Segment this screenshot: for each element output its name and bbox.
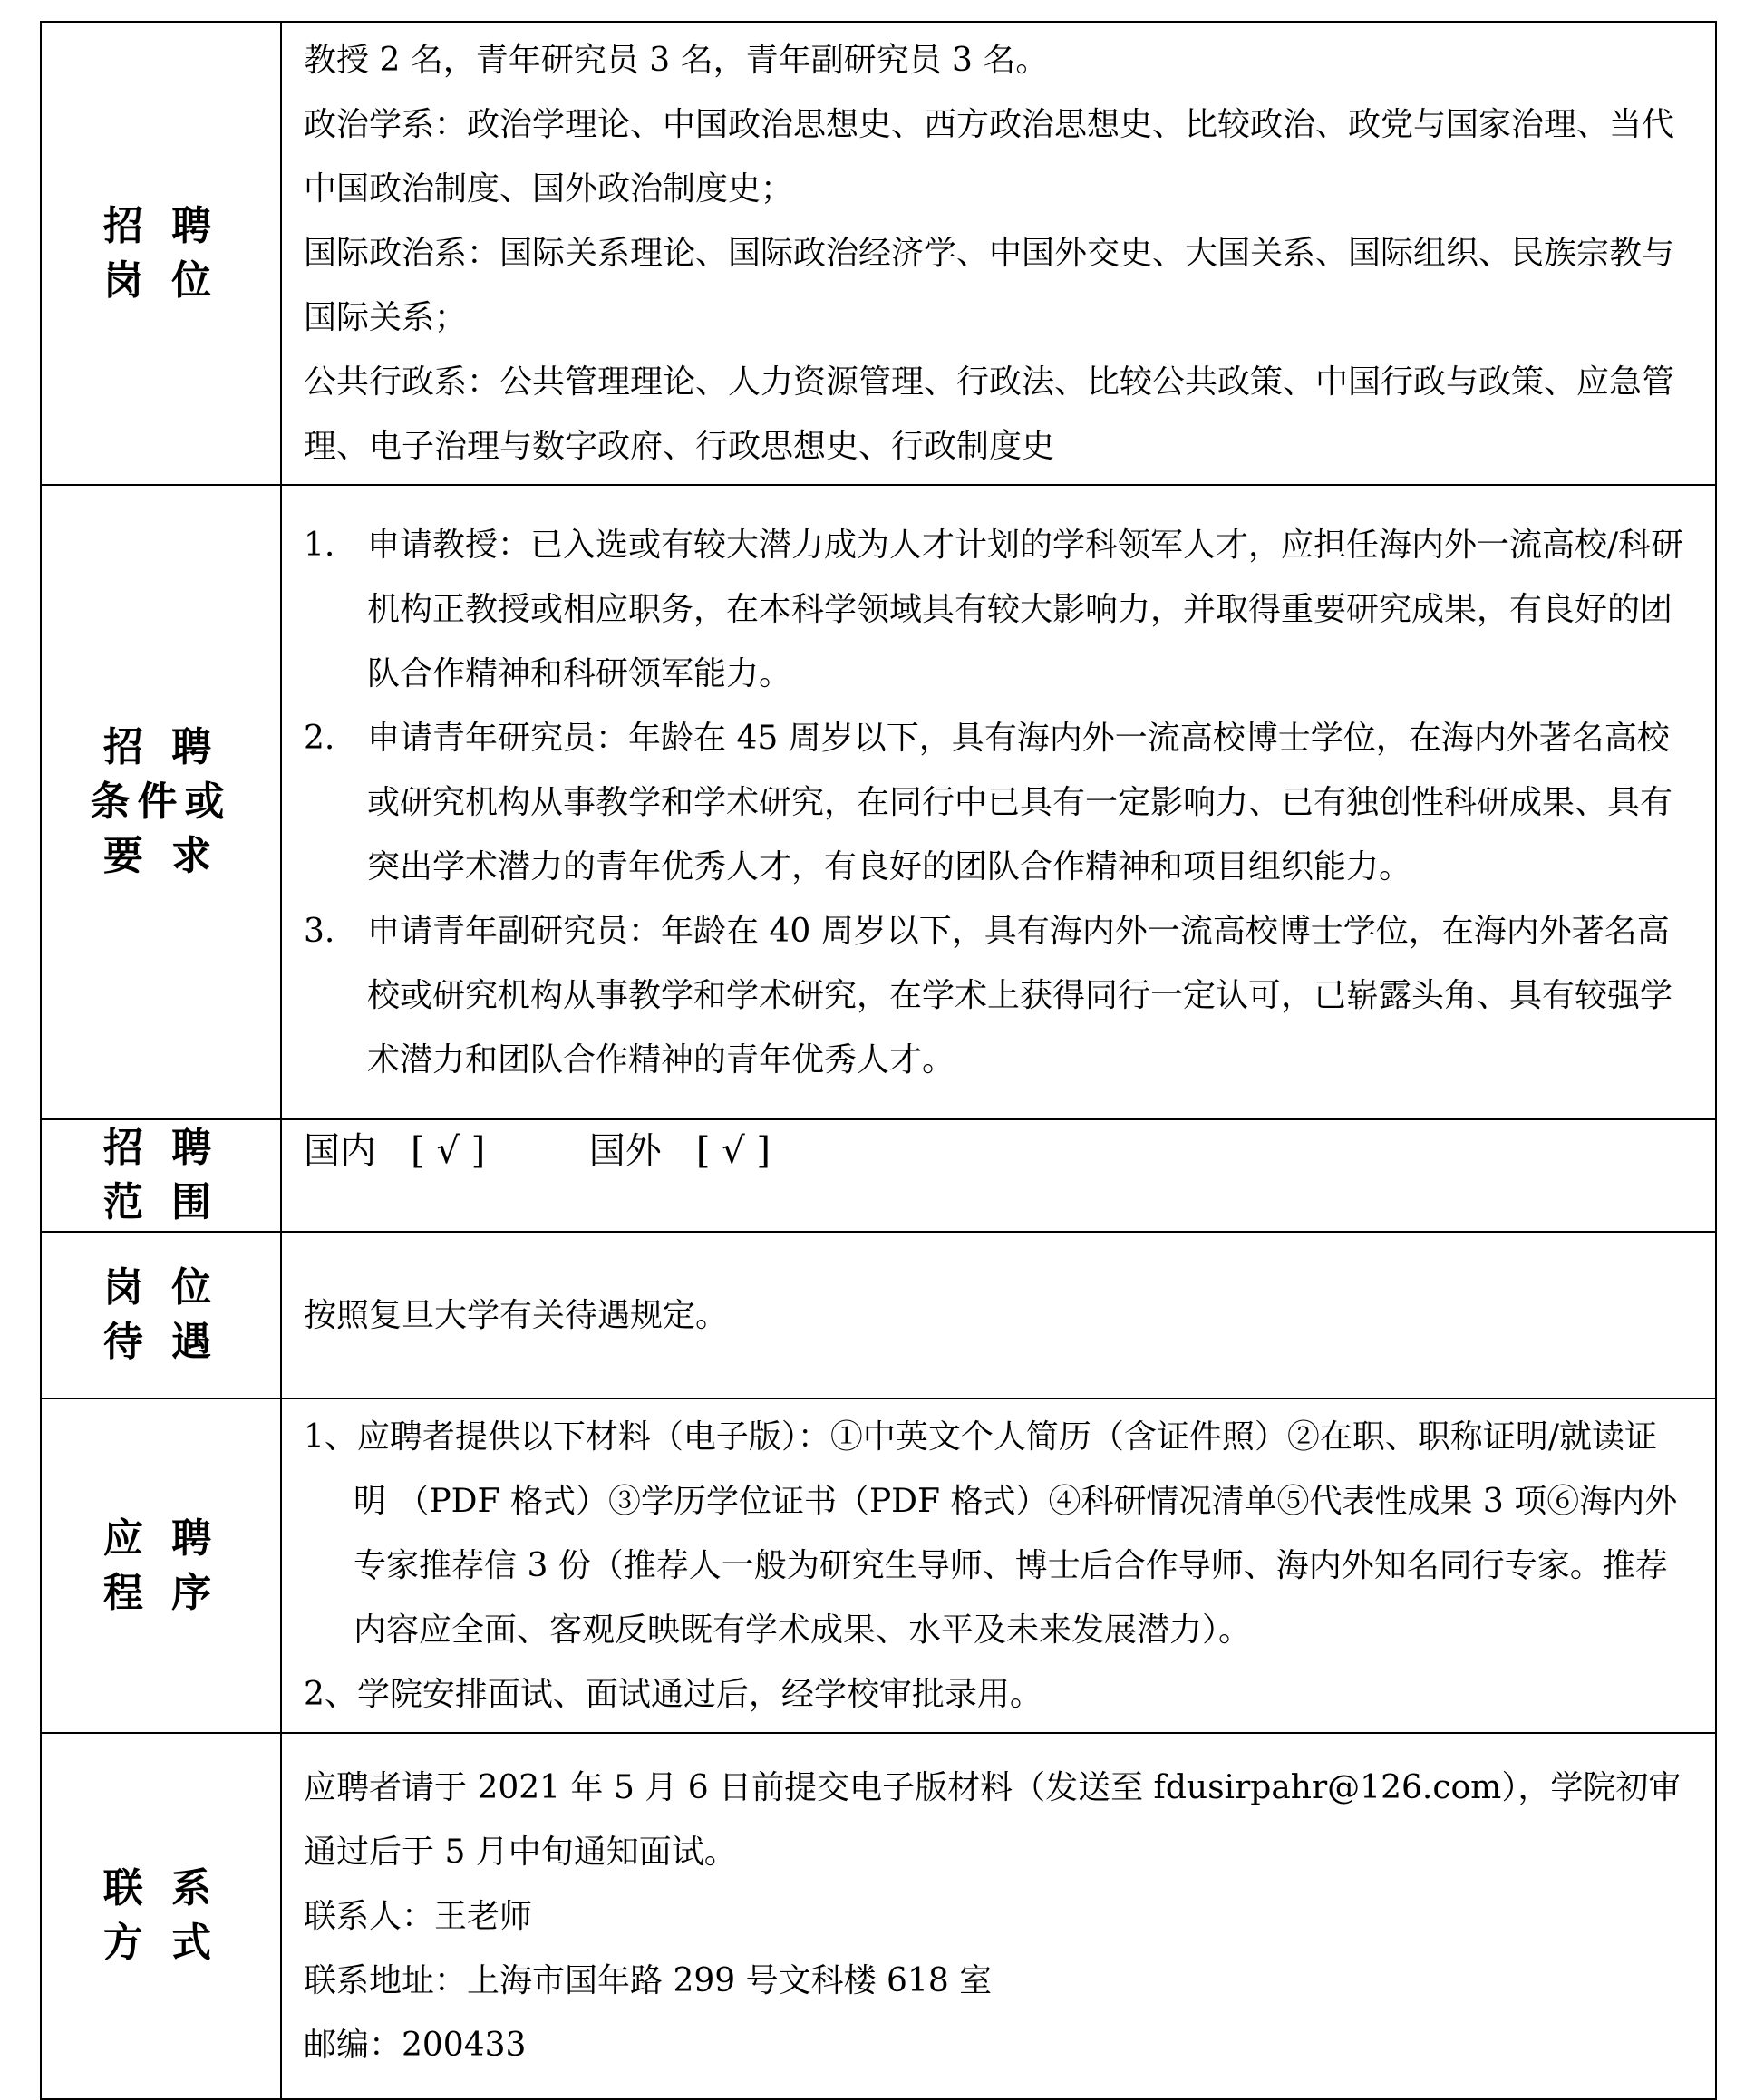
label-line: 待 遇 (102, 1319, 219, 1365)
scope-domestic-check: [ √ ] (411, 1130, 486, 1172)
contact-postcode: 邮编：200433 (304, 2026, 527, 2064)
content-requirements (281, 485, 1716, 1119)
label-line: 应 聘 (102, 1515, 219, 1562)
procedure-item: 2、学院安排面试、面试通过后，经学校审批录用。 (304, 1676, 1042, 1713)
contact-deadline: 应聘者请于 2021 年 5 月 6 日前提交电子版材料（发送至 fdusirpahr@126.com），学院初审通过后于 5 月中旬通知面试。 (304, 1768, 1682, 1871)
label-positions (41, 22, 281, 485)
label-requirements (41, 485, 281, 1119)
label-benefits (41, 1232, 281, 1398)
content-procedure (281, 1398, 1716, 1733)
item-number: 3. (304, 912, 335, 950)
label-line: 条件或 (90, 779, 232, 825)
recruitment-table (40, 21, 1717, 2100)
positions-international-politics: 国际政治系：国际关系理论、国际政治经济学、中国外交史、大国关系、国际组织、民族宗教与国际关系； (304, 235, 1675, 336)
content-contact (281, 1733, 1716, 2099)
positions-political-science: 政治学系：政治学理论、中国政治思想史、西方政治思想史、比较政治、政党与国家治理、当代中国政治制度、国外政治制度史； (304, 106, 1675, 208)
item-text: 申请青年研究员：年龄在 45 周岁以下，具有海内外一流高校博士学位，在海内外著名高校或研究机构从事教学和学术研究，在同行中已具有一定影响力、已有独创性科研成果、具有突出学术潜力的青年优秀人才，有良好的团队合作精神和项目组织能力。 (367, 719, 1673, 885)
row-contact (41, 1733, 1716, 2099)
content-scope (281, 1119, 1716, 1232)
label-line: 岗 位 (102, 256, 219, 304)
label-line: 程 序 (102, 1569, 219, 1616)
label-line: 范 围 (102, 1179, 219, 1225)
item-number: 1. (304, 526, 335, 564)
scope-line (304, 1124, 1688, 1178)
content-benefits (281, 1232, 1716, 1398)
row-scope (41, 1119, 1716, 1232)
benefits-text: 按照复旦大学有关待遇规定。 (304, 1296, 729, 1334)
label-scope (41, 1119, 281, 1232)
row-positions (41, 22, 1716, 485)
label-line: 联 系 (102, 1865, 219, 1911)
item-text: 申请青年副研究员：年龄在 40 周岁以下，具有海内外一流高校博士学位，在海内外著名高校或研究机构从事教学和学术研究，在学术上获得同行一定认可，已崭露头角、具有较强学术潜力和团队合作精神的青年优秀人才。 (367, 912, 1673, 1079)
label-contact (41, 1733, 281, 2099)
item-number: 2. (304, 719, 335, 757)
scope-foreign-check: [ √ ] (695, 1130, 771, 1172)
scope-foreign-label: 国外 (588, 1130, 662, 1172)
item-text: 申请教授：已入选或有较大潜力成为人才计划的学科领军人才，应担任海内外一流高校/科研机构正教授或相应职务，在本科学领域具有较大影响力，并取得重要研究成果，有良好的团队合作精神和科研领军能力。 (367, 526, 1684, 692)
contact-person: 联系人：王老师 (304, 1897, 533, 1935)
requirement-item (304, 706, 1688, 899)
label-line: 方 式 (102, 1920, 219, 1966)
label-line: 招 聘 (102, 1125, 219, 1171)
row-benefits (41, 1232, 1716, 1398)
contact-address: 联系地址：上海市国年路 299 号文科楼 618 室 (304, 1961, 993, 1999)
label-line: 要 求 (102, 833, 219, 879)
row-procedure (41, 1398, 1716, 1733)
scope-domestic-label: 国内 (304, 1130, 376, 1172)
row-requirements (41, 485, 1716, 1119)
requirement-item (304, 899, 1688, 1092)
label-line: 招 聘 (102, 724, 219, 770)
positions-public-administration: 公共行政系：公共管理理论、人力资源管理、行政法、比较公共政策、中国行政与政策、应急管理、电子治理与数字政府、行政思想史、行政制度史 (304, 363, 1675, 465)
label-line: 岗 位 (102, 1264, 219, 1311)
procedure-item: 1、应聘者提供以下材料（电子版）：①中英文个人简历（含证件照）②在职、职称证明/就读证明 （PDF 格式）③学历学位证书（PDF 格式）④科研情况清单⑤代表性成果 3 项⑥海内外专家推荐信 3 份（推荐人一般为研究生导师、博士后合作导师、海内外知名同行专家。推荐内容应全面、客观反映既有学术成果、水平及未来发展潜力）。 (304, 1418, 1678, 1649)
requirement-item (304, 513, 1688, 706)
positions-summary: 教授 2 名，青年研究员 3 名，青年副研究员 3 名。 (304, 42, 1049, 79)
label-line: 招 聘 (102, 202, 219, 249)
label-procedure (41, 1398, 281, 1733)
content-positions (281, 22, 1716, 485)
